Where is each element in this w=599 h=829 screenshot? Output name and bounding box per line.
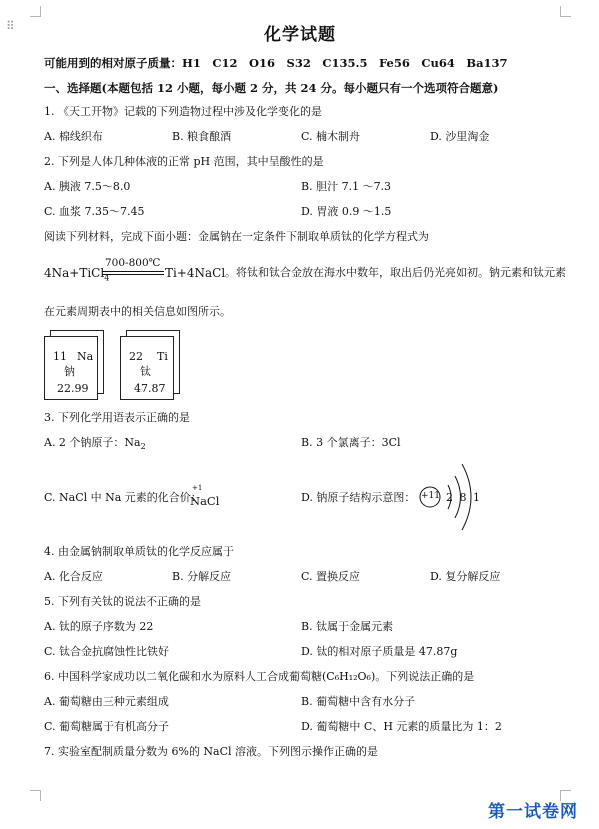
equation-product: Ti+4NaCl	[165, 266, 226, 280]
question-5-option-d: D. 钛的相对原子质量是 47.87g	[301, 645, 458, 658]
question-4-stem: 4. 由金属钠制取单质钛的化学反应属于	[44, 545, 234, 558]
question-1-option-c: C. 楠木制舟	[301, 130, 361, 143]
chemical-equation	[44, 258, 594, 286]
equation-continuation: 。将钛和钛合金放在海水中数年，取出后仍光亮如初。钠元素和钛元素	[225, 266, 566, 279]
question-7-stem: 7. 实验室配制质量分数为 6%的 NaCl 溶液。下列图示操作正确的是	[44, 745, 379, 758]
question-6-option-b: B. 葡萄糖中含有水分子	[301, 695, 416, 708]
equation-arrow-line	[102, 271, 164, 272]
reactant-formula: 4Na+TiCl	[44, 266, 105, 280]
page-title: 化学试题	[264, 25, 336, 45]
question-2-stem: 2. 下列是人体几种体液的正常 pH 范围，其中呈酸性的是	[44, 155, 324, 168]
question-2-option-b: B. 胆汁 7.1 ～7.3	[301, 180, 392, 193]
crop-mark-top-right	[560, 6, 571, 17]
equation-reactant	[44, 266, 109, 285]
element-ti-number: 22	[129, 350, 143, 363]
equation-condition: 700-800℃	[105, 257, 161, 269]
question-4-option-c: C. 置换反应	[301, 570, 361, 583]
electron-counts: 2 8 1	[446, 491, 480, 504]
question-5-option-b: B. 钛属于金属元素	[301, 620, 394, 633]
element-na-name: 钠	[64, 365, 75, 378]
reactant-subscript: 4	[104, 273, 110, 283]
question-3-option-c	[44, 491, 202, 505]
question-6-option-d: D. 葡萄糖中 C、H 元素的质量比为 1：2	[301, 720, 502, 733]
question-3-option-a-text: A. 2 个钠原子：Na	[44, 436, 141, 449]
atomic-masses: 可能用到的相对原子质量：H1 C12 O16 S32 C135.5 Fe56 Cu64 Ba137	[44, 56, 508, 70]
watermark-logo: 第一试卷网	[488, 802, 578, 822]
element-na-symbol: Na	[77, 350, 94, 363]
question-4-option-d: D. 复分解反应	[430, 570, 501, 583]
valence-superscript: +1	[192, 484, 203, 492]
question-2-option-c: C. 血浆 7.35～7.45	[44, 205, 145, 218]
valence-formula: NaCl	[190, 494, 220, 508]
drag-handle-icon[interactable]: ⠿	[6, 19, 15, 33]
question-5-option-c: C. 钛合金抗腐蚀性比铁好	[44, 645, 170, 658]
question-3-option-b: B. 3 个氯离子：3Cl	[301, 436, 401, 449]
crop-mark-top-left	[30, 6, 41, 17]
question-4-option-a: A. 化合反应	[44, 570, 103, 583]
section-heading: 一、选择题(本题包括 12 小题，每小题 2 分，共 24 分。每小题只有一个选项符合题意)	[44, 81, 499, 95]
question-1-option-a: A. 棉线织布	[44, 130, 103, 143]
element-ti-name: 钛	[140, 365, 151, 378]
equation-arrow-line-2	[102, 274, 164, 275]
question-1-option-b: B. 粮食酿酒	[172, 130, 232, 143]
reading-intro: 阅读下列材料，完成下面小题：金属钠在一定条件下制取单质钛的化学方程式为	[44, 230, 429, 243]
element-ti-mass: 47.87	[134, 382, 166, 395]
element-cell-na	[44, 330, 104, 400]
question-3-option-a-subscript: 2	[140, 442, 146, 452]
question-6-option-c: C. 葡萄糖属于有机高分子	[44, 720, 170, 733]
question-3-option-a	[44, 436, 146, 454]
question-5-stem: 5. 下列有关钛的说法不正确的是	[44, 595, 201, 608]
question-2-option-d: D. 胃液 0.9 ～1.5	[301, 205, 392, 218]
element-na-mass: 22.99	[57, 382, 89, 395]
question-3-option-c-text: C. NaCl 中 Na 元素的化合价：	[44, 491, 202, 504]
question-6-stem: 6. 中国科学家成功以二氧化碳和水为原料人工合成葡萄糖(C₆H₁₂O₆)。下列说法正确的是	[44, 670, 475, 683]
question-2-option-a: A. 胰液 7.5～8.0	[44, 180, 131, 193]
question-3-option-d: D. 钠原子结构示意图：	[301, 491, 416, 504]
reading-line-2: 在元素周期表中的相关信息如图所示。	[44, 305, 231, 318]
question-5-option-a: A. 钛的原子序数为 22	[44, 620, 154, 633]
question-1-stem: 1. 《天工开物》记载的下列造物过程中涉及化学变化的是	[44, 105, 322, 118]
question-6-option-a: A. 葡萄糖由三种元素组成	[44, 695, 169, 708]
nucleus-charge: +11	[421, 491, 440, 501]
question-4-option-b: B. 分解反应	[172, 570, 232, 583]
element-ti-symbol: Ti	[157, 350, 168, 363]
question-1-option-d: D. 沙里淘金	[430, 130, 490, 143]
element-cell-ti	[120, 330, 180, 400]
crop-mark-bottom-left	[30, 790, 41, 801]
question-3-stem: 3. 下列化学用语表示正确的是	[44, 411, 190, 424]
element-na-number: 11	[53, 350, 67, 363]
